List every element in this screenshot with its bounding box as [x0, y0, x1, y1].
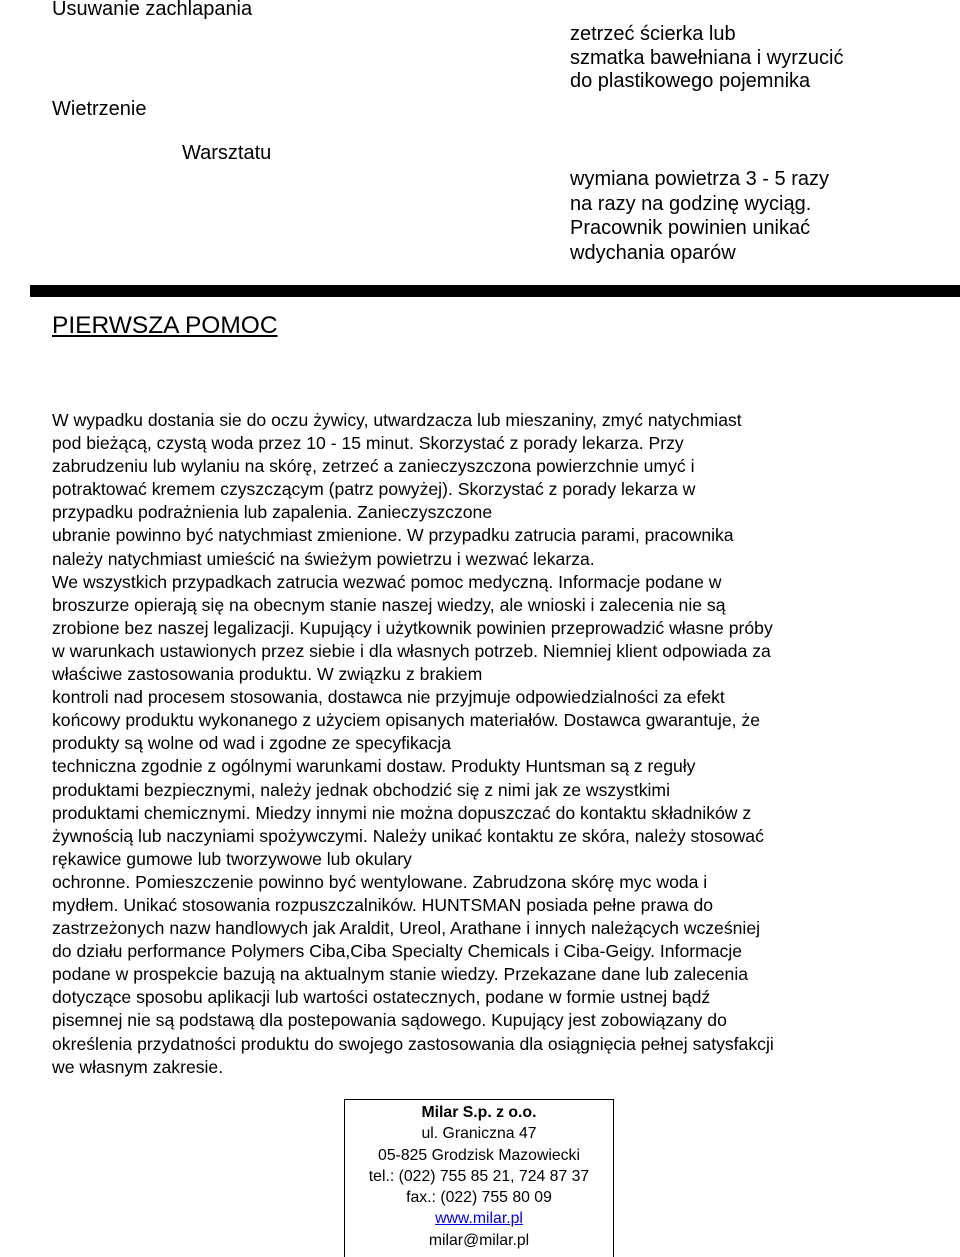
body-line: w warunkach ustawionych przez siebie i dla własnych potrzeb. Niemniej klient odpowiada za — [52, 640, 771, 661]
phone-number: tel.: (022) 755 85 21, 724 87 37 — [368, 1167, 590, 1185]
body-line: ubranie powinno być natychmiast zmienione. W przypadku zatrucia parami, pracownika — [52, 525, 734, 546]
section-divider — [30, 285, 960, 297]
cell-line: wymiana powietrza 3 - 5 razy — [570, 168, 829, 190]
body-line: właściwe zastosowania produktu. W związku z brakiem — [52, 664, 483, 685]
body-line: określenia przydatności produktu do swojego zastosowania dla osiągnięcia pełnej satysfakcji — [52, 1033, 774, 1054]
body-line: do działu performance Polymers Ciba,Ciba Specialty Chemicals i Ciba-Geigy. Informacje — [52, 941, 743, 962]
body-line: potraktować kremem czyszczącym (patrz powyżej). Skorzystać z porady lekarza w — [52, 479, 696, 500]
street-address: ul. Graniczna 47 — [421, 1125, 537, 1143]
body-line: zrobione bez naszej legalizacji. Kupujący i użytkownik powinien przeprowadzić własne próby — [52, 617, 773, 638]
contact-box — [344, 1099, 614, 1257]
cell-line: szmatka bawełniana i wyrzucić — [570, 46, 844, 69]
body-line: broszurze opierają się na obecnym stanie naszej wiedzy, ale wnioski i zalecenia nie są — [52, 594, 726, 615]
cell-line: wdychania oparów — [570, 241, 736, 264]
body-line: W wypadku dostania sie do oczu żywicy, utwardzacza lub mieszaniny, zmyć natychmiast — [52, 410, 742, 430]
body-line: techniczna zgodnie z ogólnymi warunkami dostaw. Produkty Huntsman są z reguły — [52, 756, 696, 777]
body-line: produkty są wolne od wad i zgodne ze specyfikacja — [52, 733, 452, 754]
website-link[interactable]: www.milar.pl — [435, 1210, 523, 1228]
first-aid-body — [52, 409, 932, 1079]
body-line: ochronne. Pomieszczenie powinno być wentylowane. Zabrudzona skórę myc woda i — [52, 871, 708, 892]
cell-line: Pracownik powinien unikać — [570, 217, 811, 239]
body-line: podane w prospekcie bazują na aktualnym stanie wiedzy. Przekazane dane lub zalecenia — [52, 964, 749, 985]
body-line: mydłem. Unikać stosowania rozpuszczalników. HUNTSMAN posiada pełne prawa do — [52, 894, 714, 915]
body-line: rękawice gumowe lub tworzywowe lub okulary — [52, 848, 412, 869]
body-line: zabrudzeniu lub wylaniu na skórę, zetrzeć a zanieczyszczona powierzchnie umyć i — [52, 456, 695, 477]
city-address: 05-825 Grodzisk Mazowiecki — [378, 1146, 580, 1164]
body-line: żywnością lub naczyniami spożywczymi. Należy unikać kontaktu ze skóra, należy stosować — [52, 825, 764, 846]
email-address: milar@milar.pl — [428, 1231, 530, 1249]
body-line: kontroli nad procesem stosowania, dostawca nie przyjmuje odpowiedzialności za efekt — [52, 687, 725, 708]
cell-wietrzenie-description — [570, 167, 829, 265]
body-line: przypadku podrażnienia lub zapalenia. Zanieczyszczone — [52, 502, 493, 523]
body-line: We wszystkich przypadkach zatrucia wezwać pomoc medyczną. Informacje podane w — [52, 571, 722, 592]
cell-line: zetrzeć ścierka lub — [570, 23, 736, 45]
body-line: produktami bezpiecznymi, należy jednak obchodzić się z nimi jak ze wszystkimi — [52, 779, 670, 800]
body-line: dotyczące sposobu aplikacji lub wartości ostatecznych, podane w formie ustnej bądź — [52, 987, 711, 1008]
row-label-wietrzenie: Wietrzenie — [52, 98, 147, 120]
body-line: we własnym zakresie. — [52, 1056, 224, 1077]
body-line: zastrzeżonych nazw handlowych jak Araldit, Ureol, Arathane i innych należących wcześniej — [52, 918, 761, 939]
body-line: należy natychmiast umieścić na świeżym powietrzu i wezwać lekarza. — [52, 548, 595, 569]
fax-number: fax.: (022) 755 80 09 — [406, 1189, 552, 1207]
body-line: pod bieżącą, czystą woda przez 10 - 15 minut. Skorzystać z porady lekarza. Przy — [52, 433, 684, 454]
section-heading: PIERWSZA POMOC — [52, 312, 278, 339]
row-sublabel-warsztatu: Warsztatu — [182, 142, 272, 164]
body-line: pisemnej nie są podstawą dla postepowania sądowego. Kupujący jest zobowiązany do — [52, 1010, 727, 1031]
company-name: Milar S.p. z o.o. — [421, 1104, 537, 1121]
cell-usuwanie-description — [570, 23, 843, 94]
body-line: produktami chemicznymi. Miedzy innymi nie można dopuszczać do kontaktu składników z — [52, 802, 752, 823]
cell-line: na razy na godzinę wyciąg. — [570, 192, 812, 215]
cell-line: do plastikowego pojemnika — [570, 70, 811, 92]
body-line: końcowy produktu wykonanego z użyciem opisanych materiałów. Dostawca gwarantuje, że — [52, 710, 761, 731]
row-label-usuwanie-zachlapania: Usuwanie zachlapania — [52, 0, 253, 20]
